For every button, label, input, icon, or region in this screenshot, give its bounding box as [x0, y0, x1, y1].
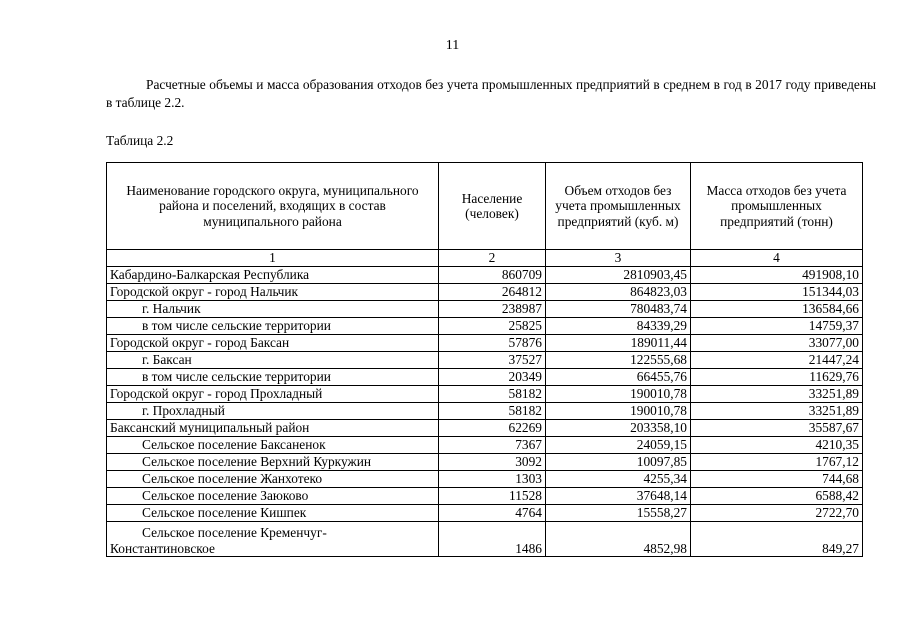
row-volume: 10097,85: [546, 454, 691, 471]
row-population: 860709: [439, 267, 546, 284]
column-number: 4: [691, 250, 863, 267]
row-population: 20349: [439, 369, 546, 386]
table-row: [107, 488, 863, 505]
row-name: [107, 522, 439, 557]
row-volume: 4852,98: [546, 522, 691, 557]
row-population: 4764: [439, 505, 546, 522]
row-volume: 780483,74: [546, 301, 691, 318]
row-mass: 2722,70: [691, 505, 863, 522]
row-mass: 491908,10: [691, 267, 863, 284]
row-name: Городской округ - город Прохладный: [107, 386, 439, 403]
row-name: Сельское поселение Заюково: [107, 488, 439, 505]
table-row: [107, 335, 863, 352]
row-name: г. Нальчик: [107, 301, 439, 318]
row-name: Сельское поселение Кишпек: [107, 505, 439, 522]
row-population: 25825: [439, 318, 546, 335]
table-row: [107, 318, 863, 335]
row-volume: 24059,15: [546, 437, 691, 454]
row-population: 57876: [439, 335, 546, 352]
row-mass: 744,68: [691, 471, 863, 488]
table-row: [107, 352, 863, 369]
row-volume: 190010,78: [546, 403, 691, 420]
row-population: 7367: [439, 437, 546, 454]
column-number-row: [107, 250, 863, 267]
column-number: 1: [107, 250, 439, 267]
row-mass: 14759,37: [691, 318, 863, 335]
waste-table: [106, 162, 863, 557]
table-row: [107, 403, 863, 420]
header-mass: Масса отходов без учета промышленных предприятий (тонн): [691, 163, 863, 250]
row-volume: 122555,68: [546, 352, 691, 369]
row-population: 1486: [439, 522, 546, 557]
row-population: 11528: [439, 488, 546, 505]
row-mass: 6588,42: [691, 488, 863, 505]
row-name: Баксанский муниципальный район: [107, 420, 439, 437]
row-name-line2: Константиновское: [110, 540, 215, 556]
row-volume: 84339,29: [546, 318, 691, 335]
table-row: [107, 420, 863, 437]
table-caption: Таблица 2.2: [106, 133, 174, 148]
row-name: Сельское поселение Верхний Куркужин: [107, 454, 439, 471]
header-volume: Объем отходов без учета промышленных предприятий (куб. м): [546, 163, 691, 250]
row-mass: 11629,76: [691, 369, 863, 386]
row-volume: 189011,44: [546, 335, 691, 352]
row-name: г. Прохладный: [107, 403, 439, 420]
row-name: г. Баксан: [107, 352, 439, 369]
row-mass: 151344,03: [691, 284, 863, 301]
row-name-line1: Сельское поселение Кременчуг-: [142, 525, 327, 540]
row-volume: 4255,34: [546, 471, 691, 488]
row-volume: 203358,10: [546, 420, 691, 437]
row-volume: 2810903,45: [546, 267, 691, 284]
table-row: [107, 505, 863, 522]
row-population: 37527: [439, 352, 546, 369]
row-mass: 4210,35: [691, 437, 863, 454]
row-name: Городской округ - город Нальчик: [107, 284, 439, 301]
intro-paragraph: [106, 76, 876, 112]
row-population: 1303: [439, 471, 546, 488]
row-name: в том числе сельские территории: [107, 369, 439, 386]
row-population: 62269: [439, 420, 546, 437]
row-mass: 35587,67: [691, 420, 863, 437]
table-row: [107, 369, 863, 386]
row-mass: 33077,00: [691, 335, 863, 352]
row-population: 264812: [439, 284, 546, 301]
row-volume: 37648,14: [546, 488, 691, 505]
table-row: [107, 267, 863, 284]
row-volume: 15558,27: [546, 505, 691, 522]
row-population: 58182: [439, 403, 546, 420]
row-mass: 21447,24: [691, 352, 863, 369]
row-name: Кабардино-Балкарская Республика: [107, 267, 439, 284]
row-name: Городской округ - город Баксан: [107, 335, 439, 352]
table-row: [107, 454, 863, 471]
row-mass: 1767,12: [691, 454, 863, 471]
table-row: [107, 386, 863, 403]
row-population: 238987: [439, 301, 546, 318]
header-row: [107, 163, 863, 250]
table-row: [107, 301, 863, 318]
table-row: [107, 471, 863, 488]
row-mass: 849,27: [691, 522, 863, 557]
row-mass: 33251,89: [691, 386, 863, 403]
column-number: 2: [439, 250, 546, 267]
header-name: Наименование городского округа, муниципального района и поселений, входящих в состав муниципального района: [107, 163, 439, 250]
row-volume: 864823,03: [546, 284, 691, 301]
row-population: 58182: [439, 386, 546, 403]
header-population: Население (человек): [439, 163, 546, 250]
table-row: [107, 437, 863, 454]
row-name: в том числе сельские территории: [107, 318, 439, 335]
row-volume: 66455,76: [546, 369, 691, 386]
intro-text: Расчетные объемы и масса образования отходов без учета промышленных предприятий в среднем в год в 2017 году приведены в таблице 2.2.: [106, 77, 876, 110]
row-name: Сельское поселение Жанхотеко: [107, 471, 439, 488]
row-volume: 190010,78: [546, 386, 691, 403]
table-row: [107, 522, 863, 557]
page-number: 11: [445, 38, 460, 53]
row-mass: 33251,89: [691, 403, 863, 420]
row-mass: 136584,66: [691, 301, 863, 318]
row-population: 3092: [439, 454, 546, 471]
table-row: [107, 284, 863, 301]
row-name: Сельское поселение Баксаненок: [107, 437, 439, 454]
column-number: 3: [546, 250, 691, 267]
